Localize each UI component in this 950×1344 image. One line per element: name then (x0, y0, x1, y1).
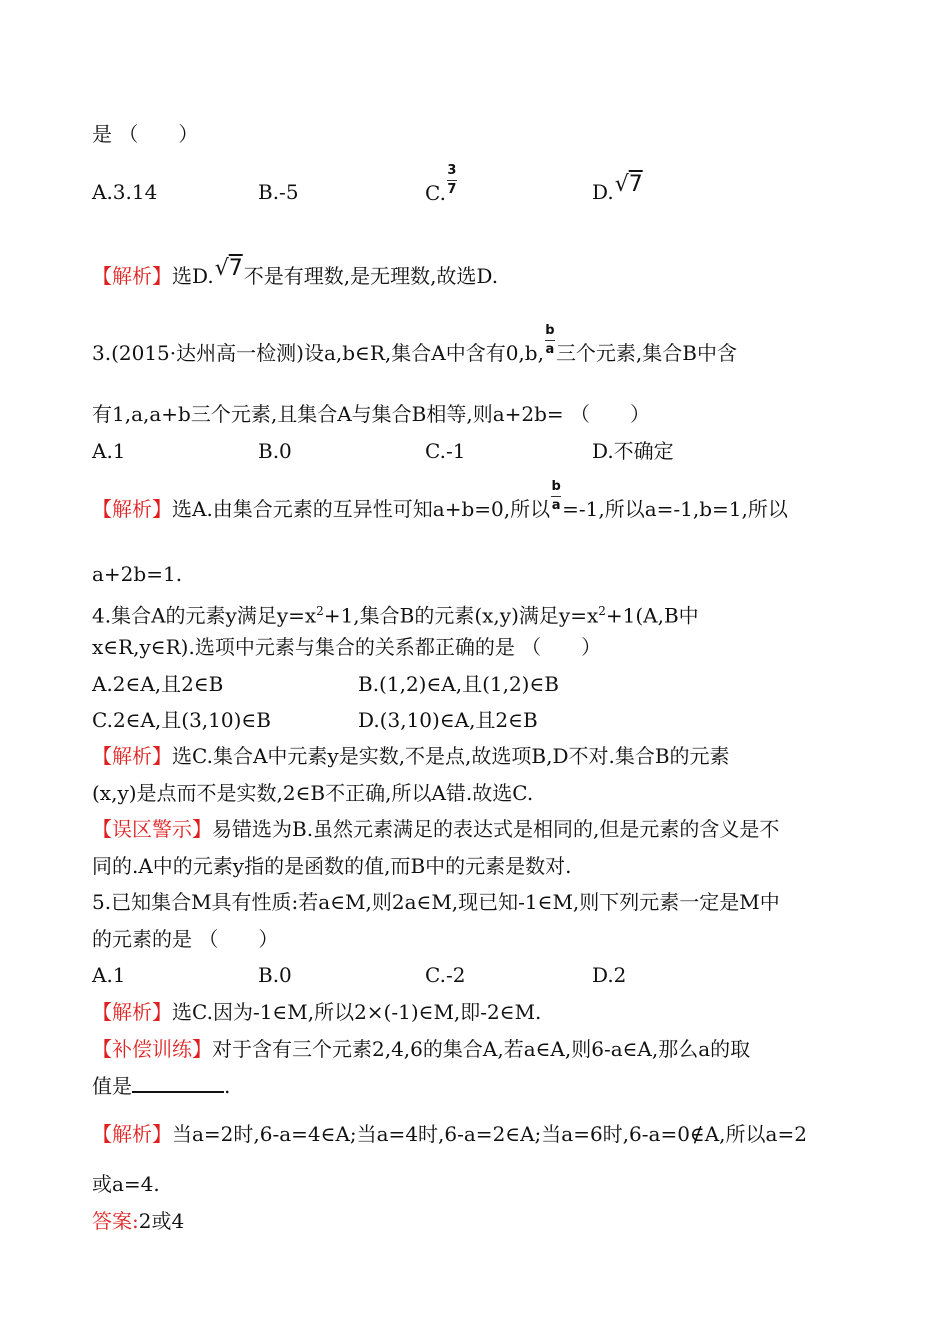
q5-stem-line1: 5.已知集合M具有性质:若a∈M,则2a∈M,现已知-1∈M,则下列元素一定是M中 (92, 890, 780, 914)
q4-stem-line2: x∈R,y∈R).选项中元素与集合的关系都正确的是 （ ） (92, 635, 602, 659)
analysis-tag: 【解析】 (92, 1000, 172, 1024)
q4-analysis-line2: (x,y)是点而不是实数,2∈B不正确,所以A错.故选C. (92, 781, 534, 805)
q3-stem-pre: 3.(2015·达州高一检测)设a,b∈R,集合A中含有0,b, (92, 341, 544, 365)
q2-analysis-pre: 选D. (172, 264, 214, 288)
warning-tag: 【误区警示】 (92, 817, 212, 841)
answer-blank (132, 1071, 224, 1093)
q3-analysis-line2: a+2b=1. (92, 562, 183, 586)
q2-option-b: B.-5 (258, 180, 299, 204)
sqrt-radicand: 7 (628, 172, 643, 197)
q3-analysis-post: =-1,所以a=-1,b=1,所以 (562, 497, 788, 521)
analysis-tag: 【解析】 (92, 1122, 172, 1146)
q3-option-b: B.0 (258, 439, 292, 463)
q2-option-d-label: D. (592, 180, 614, 204)
answer-value: 2或4 (138, 1209, 185, 1233)
q5-option-c: C.-2 (425, 963, 466, 987)
q4-stem-b: +1,集合B的元素(x,y)满足y=x (323, 603, 599, 628)
practice-tag: 【补偿训练】 (92, 1037, 212, 1061)
analysis-tag: 【解析】 (92, 497, 172, 521)
frac-denominator: a (545, 342, 555, 357)
q2-stem-tail: 是 （ ） (92, 122, 199, 146)
frac-denominator: 7 (447, 182, 457, 197)
practice-text: 对于含有三个元素2,4,6的集合A,若a∈A,则6-a∈A,那么a的取 (212, 1037, 751, 1061)
q2-option-a: A.3.14 (92, 180, 158, 204)
analysis-tag: 【解析】 (92, 264, 172, 288)
sqrt-7: √7 (614, 172, 643, 197)
fraction-b-a (551, 480, 561, 513)
practice-analysis-text: 当a=2时,6-a=4∈A;当a=4时,6-a=2∈A;当a=6时,6-a=0∉A,所以a=2 (172, 1122, 807, 1146)
q3-stem-line1 (92, 323, 737, 371)
practice-line2 (92, 1071, 230, 1100)
q2-analysis (92, 256, 499, 291)
answer-line (92, 1207, 184, 1235)
fraction-3-7 (447, 164, 457, 197)
q5-option-d: D.2 (592, 963, 627, 987)
q5-option-a: A.1 (92, 963, 126, 987)
q4-warning-text: 易错选为B.虽然元素满足的表达式是相同的,但是元素的含义是不 (212, 817, 780, 841)
sqrt-7: √7 (214, 256, 243, 281)
frac-numerator: b (545, 323, 555, 338)
practice-line1 (92, 1035, 750, 1063)
q3-option-d: D.不确定 (592, 439, 674, 463)
q4-stem-a: 4.集合A的元素y满足y=x (92, 603, 317, 628)
q3-option-a: A.1 (92, 439, 126, 463)
q4-warning-line2: 同的.A中的元素y指的是函数的值,而B中的元素是数对. (92, 854, 572, 878)
sqrt-radicand: 7 (228, 256, 243, 281)
frac-denominator: a (551, 498, 561, 513)
practice-analysis-line2: 或a=4. (92, 1172, 160, 1196)
analysis-tag: 【解析】 (92, 744, 172, 768)
q4-option-c: C.2∈A,且(3,10)∈B (92, 708, 271, 732)
q2-analysis-post: 不是有理数,是无理数,故选D. (243, 264, 499, 288)
q3-stem-line2: 有1,a,a+b三个元素,且集合A与集合B相等,则a+2b= （ ） (92, 402, 651, 426)
frac-numerator: 3 (447, 163, 457, 178)
q3-stem-post: 三个元素,集合B中含 (555, 341, 737, 365)
q4-option-a: A.2∈A,且2∈B (92, 672, 224, 696)
practice-line2-pre: 值是 (92, 1074, 132, 1098)
q4-analysis-text: 选C.集合A中元素y是实数,不是点,故选项B,D不对.集合B的元素 (172, 744, 730, 768)
practice-analysis-line1 (92, 1120, 807, 1148)
q3-option-c: C.-1 (425, 439, 466, 463)
superscript-2: 2 (316, 604, 324, 618)
q2-option-c (425, 163, 458, 211)
q2-option-d (592, 172, 644, 207)
q3-analysis-line1 (92, 479, 788, 527)
superscript-2: 2 (598, 604, 606, 618)
q5-stem-line2: 的元素的是 （ ） (92, 927, 279, 951)
q4-stem-c: +1(A,B中 (605, 603, 699, 628)
q3-analysis-pre: 选A.由集合元素的互异性可知a+b=0,所以 (172, 497, 551, 521)
q5-option-b: B.0 (258, 963, 292, 987)
q5-analysis (92, 998, 541, 1026)
fraction-b-a (545, 324, 555, 357)
frac-numerator: b (551, 479, 561, 494)
q5-analysis-text: 选C.因为-1∈M,所以2×(-1)∈M,即-2∈M. (172, 1000, 542, 1024)
q4-option-d: D.(3,10)∈A,且2∈B (358, 708, 538, 732)
q4-analysis-line1 (92, 742, 730, 770)
q4-option-b: B.(1,2)∈A,且(1,2)∈B (358, 672, 559, 696)
q4-stem-line1 (92, 597, 699, 630)
q4-warning-line1 (92, 815, 779, 843)
practice-line2-post: . (224, 1074, 231, 1098)
answer-label: 答案: (92, 1209, 139, 1233)
q2-option-c-label: C. (425, 181, 446, 205)
